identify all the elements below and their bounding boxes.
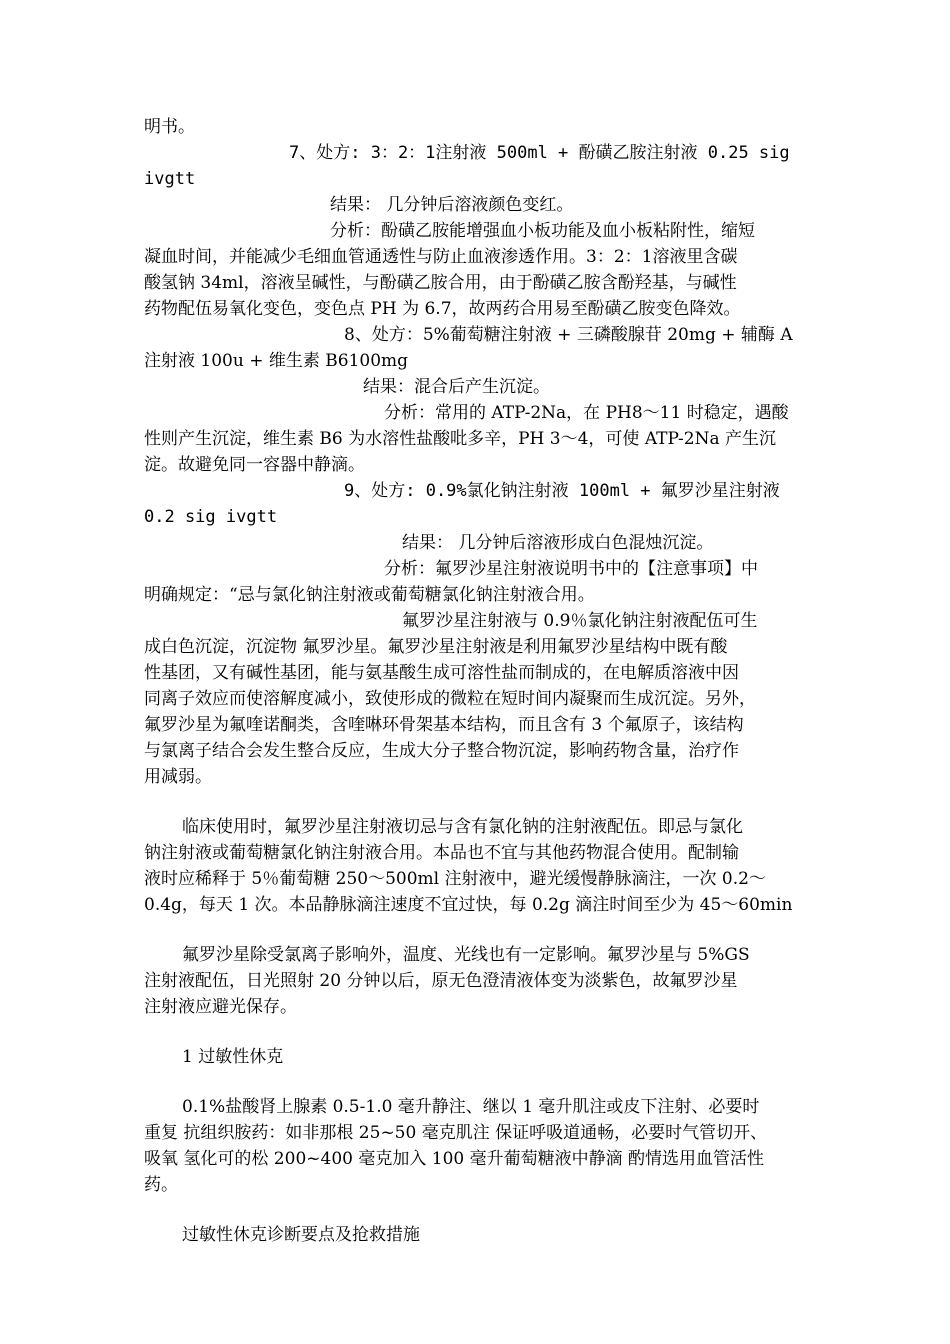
text-line: 吸氧 氢化可的松 200~400 毫克加入 100 毫升葡萄糖液中静滴 酌情选用血管活性 <box>144 1149 765 1169</box>
text-line: 淀。故避免同一容器中静滴。 <box>144 455 365 475</box>
analysis-9: 分析：氟罗沙星注射液说明书中的【注意事项】中 <box>384 559 758 579</box>
text-line: 氟罗沙星注射液与 0.9％氯化钠注射液配伍可生 <box>402 611 758 631</box>
text-line: 酸氢钠 34ml，溶液呈碱性，与酚磺乙胺合用，由于酚磺乙胺含酚羟基，与碱性 <box>144 273 737 293</box>
text-line: 明书。 <box>144 117 195 137</box>
prescription-8-heading: 8、处方：5%葡萄糖注射液 + 三磷酸腺苷 20mg + 辅酶 A <box>344 325 793 345</box>
text-line: 0.4g，每天 1 次。本品静脉滴注速度不宜过快，每 0.2g 滴注时间至少为 45～60min <box>144 895 793 915</box>
text-line: 注射液配伍，日光照射 20 分钟以后，原无色澄清液体变为淡紫色，故氟罗沙星 <box>144 971 738 991</box>
analysis-8: 分析：常用的 ATP-2Na，在 PH8～11 时稳定，遇酸 <box>384 403 789 423</box>
prescription-9-heading: 9、处方: 0.9%氯化钠注射液 100ml + 氟罗沙星注射液 <box>344 481 780 501</box>
section-heading-anaphylactic-shock: 1 过敏性休克 <box>182 1047 284 1067</box>
text-line: 注射液应避光保存。 <box>144 997 297 1017</box>
text-line: 用减弱。 <box>144 767 212 787</box>
text-line: 0.2 sig ivgtt <box>144 507 278 527</box>
text-line: 与氯离子结合会发生整合反应，生成大分子整合物沉淀，影响药物含量，治疗作 <box>144 741 739 761</box>
text-line: 成白色沉淀，沉淀物 氟罗沙星。氟罗沙星注射液是利用氟罗沙星结构中既有酸 <box>144 637 728 657</box>
text-line: 液时应稀释于 5％葡萄糖 250～500ml 注射液中，避光缓慢静脉滴注，一次 0.2～ <box>144 869 766 889</box>
text-line: 药。 <box>144 1175 178 1195</box>
text-line: 药物配伍易氧化变色，变色点 PH 为 6.7，故两药合用易至酚磺乙胺变色降效。 <box>144 299 741 319</box>
text-line: 同离子效应而使溶解度减小，致使形成的微粒在短时间内凝聚而生成沉淀。另外， <box>144 689 756 709</box>
text-line: 氟罗沙星为氟喹诺酮类，含喹啉环骨架基本结构，而且含有 3 个氟原子，该结构 <box>144 715 744 735</box>
result-8: 结果：混合后产生沉淀。 <box>363 377 550 397</box>
text-line: 注射液 100u + 维生素 B6100mg <box>144 351 409 371</box>
paragraph-clinical-use: 临床使用时，氟罗沙星注射液切忌与含有氯化钠的注射液配伍。即忌与氯化 <box>182 817 743 837</box>
text-line: 钠注射液或葡萄糖氯化钠注射液合用。本品也不宜与其他药物混合使用。配制输 <box>144 843 739 863</box>
text-line: 重复 抗组织胺药：如非那根 25~50 毫克肌注 保证呼吸道通畅，必要时气管切开、 <box>144 1123 768 1143</box>
section-heading-diagnosis: 过敏性休克诊断要点及抢救措施 <box>182 1225 420 1245</box>
text-line: 性基团，又有碱性基团，能与氨基酸生成可溶性盐而制成的，在电解质溶液中因 <box>144 663 739 683</box>
paragraph-treatment: 0.1%盐酸肾上腺素 0.5-1.0 毫升静注、继以 1 毫升肌注或皮下注射、必要时 <box>182 1097 760 1117</box>
text-line: ivgtt <box>144 169 196 189</box>
result-9: 结果： 几分钟后溶液形成白色混烛沉淀。 <box>402 533 714 553</box>
text-line: 明确规定：“忌与氯化钠注射液或葡萄糖氯化钠注射液合用。 <box>144 585 595 605</box>
analysis-7: 分析：酚磺乙胺能增强血小板功能及血小板粘附性，缩短 <box>330 221 755 241</box>
result-7: 结果： 几分钟后溶液颜色变红。 <box>330 195 574 215</box>
paragraph-light-temperature: 氟罗沙星除受氯离子影响外，温度、光线也有一定影响。氟罗沙星与 5%GS <box>182 945 750 965</box>
text-line: 性则产生沉淀，维生素 B6 为水溶性盐酸吡多辛，PH 3～4，可使 ATP-2Na 产生沉 <box>144 429 776 449</box>
prescription-7-heading: 7、处方: 3：2：1注射液 500ml + 酚磺乙胺注射液 0.25 sig <box>289 143 790 163</box>
text-line: 凝血时间，并能减少毛细血管通透性与防止血液渗透作用。3：2：1溶液里含碳 <box>144 247 738 267</box>
